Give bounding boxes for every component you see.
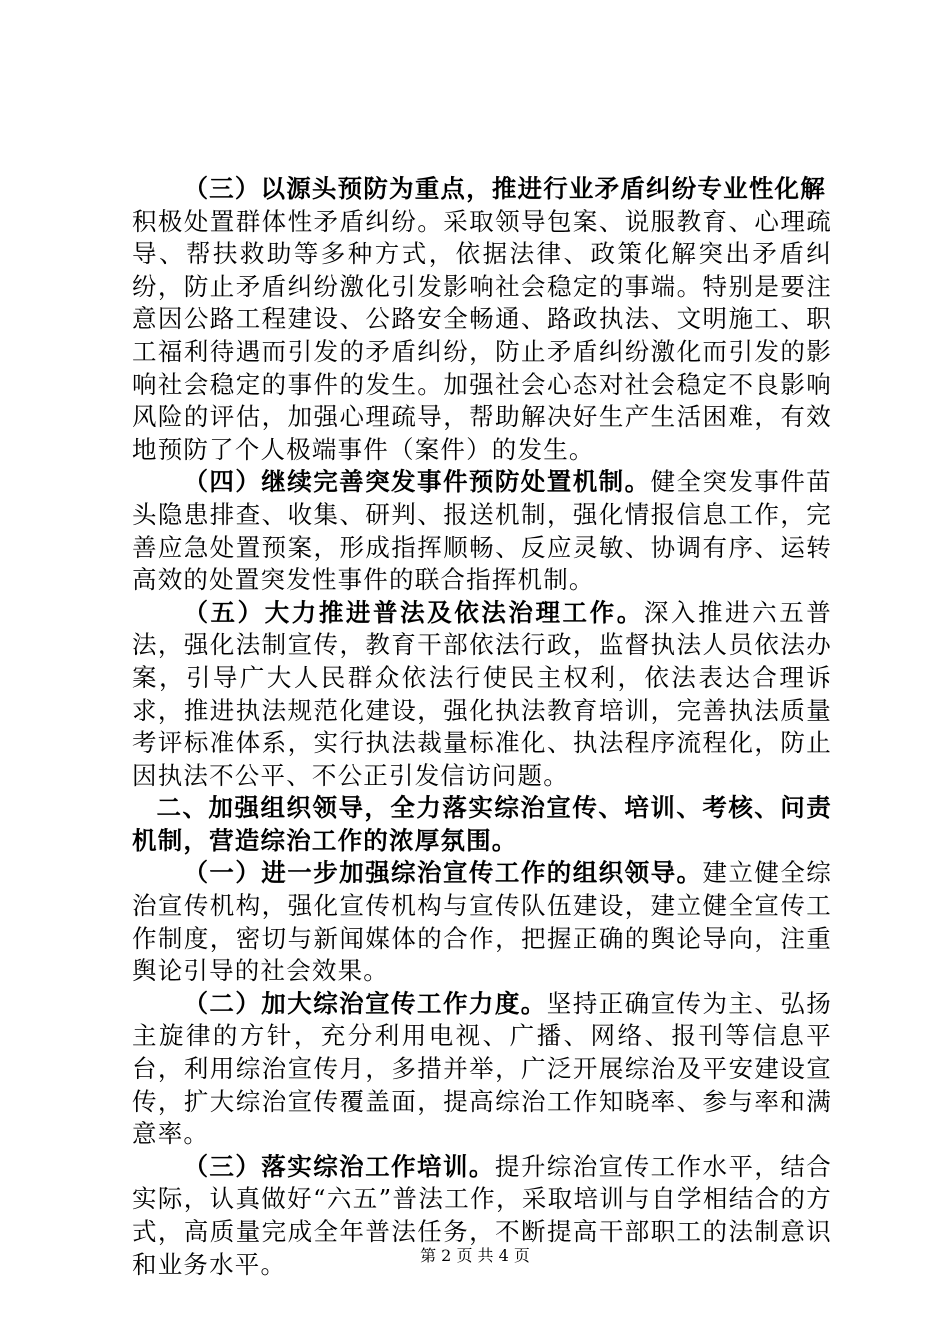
sub-3-lead: （三）落实综治工作培训。: [183, 1151, 495, 1181]
section-5-lead: （五）大力推进普法及依法治理工作。: [183, 597, 644, 627]
sub-2-paragraph: [132, 988, 832, 1151]
section-5-paragraph: [132, 597, 832, 793]
sub-1-lead: （一）进一步加强综治宣传工作的组织领导。: [183, 858, 703, 888]
sub-2-lead: （二）加大综治宣传工作力度。: [183, 988, 547, 1018]
sub-2-body: 坚持正确宣传为主、弘扬主旋律的方针，充分利用电视、广播、网络、报刊等信息平台，利用综治宣传月，多措并举，广泛开展综治及平安建设宣传，扩大综治宣传覆盖面，提高综治工作知晓率、参与率和满意率。: [132, 988, 832, 1149]
document-body: [132, 173, 832, 1281]
sub-3-body: 提升综治宣传工作水平，结合实际，认真做好“六五”普法工作，采取培训与自学相结合的方式，高质量完成全年普法任务，不断提高干部职工的法制意识和业务水平。: [132, 1151, 832, 1279]
section-3-heading: （三）以源头预防为重点，推进行业矛盾纠纷专业性化解: [183, 174, 826, 203]
part-2-heading: 二、加强组织领导，全力落实综治宣传、培训、考核、问责机制，营造综治工作的浓厚氛围。: [132, 793, 832, 855]
section-4-paragraph: [132, 466, 832, 596]
sub-1-body: 建立健全综治宣传机构，强化宣传机构与宣传队伍建设，建立健全宣传工作制度，密切与新闻媒体的合作，把握正确的舆论导向，注重舆论引导的社会效果。: [132, 858, 833, 986]
section-4-lead: （四）继续完善突发事件预防处置机制。: [183, 467, 651, 497]
sub-1-paragraph: [132, 857, 832, 987]
section-3-body: 积极处置群体性矛盾纠纷。采取领导包案、说服教育、心理疏导、帮扶救助等多种方式，依据法律、政策化解突出矛盾纠纷，防止矛盾纠纷激化引发影响社会稳定的事端。特别是要注意因公路工程建设、公路安全畅通、路政执法、文明施工、职工福利待遇而引发的矛盾纠纷，防止矛盾纠纷激化而引发的影响社会稳定的事件的发生。加强社会心态对社会稳定不良影响风险的评估，加强心理疏导，帮助解决好生产生活困难，有效地预防了个人极端事件（案件）的发生。: [132, 206, 832, 464]
page-footer: 第 2 页 共 4 页: [420, 1246, 530, 1265]
section-4-body: 健全突发事件苗头隐患排查、收集、研判、报送机制，强化情报信息工作，完善应急处置预案，形成指挥顺畅、反应灵敏、协调有序、运转高效的处置突发性事件的联合指挥机制。: [132, 467, 832, 595]
section-5-body: 深入推进六五普法，强化法制宣传，教育干部依法行政，监督执法人员依法办案，引导广大人民群众依法行使民主权利，依法表达合理诉求，推进执法规范化建设，强化执法教育培训，完善执法质量考评标准体系，实行执法裁量标准化、执法程序流程化，防止因执法不公平、不公正引发信访问题。: [132, 597, 832, 790]
